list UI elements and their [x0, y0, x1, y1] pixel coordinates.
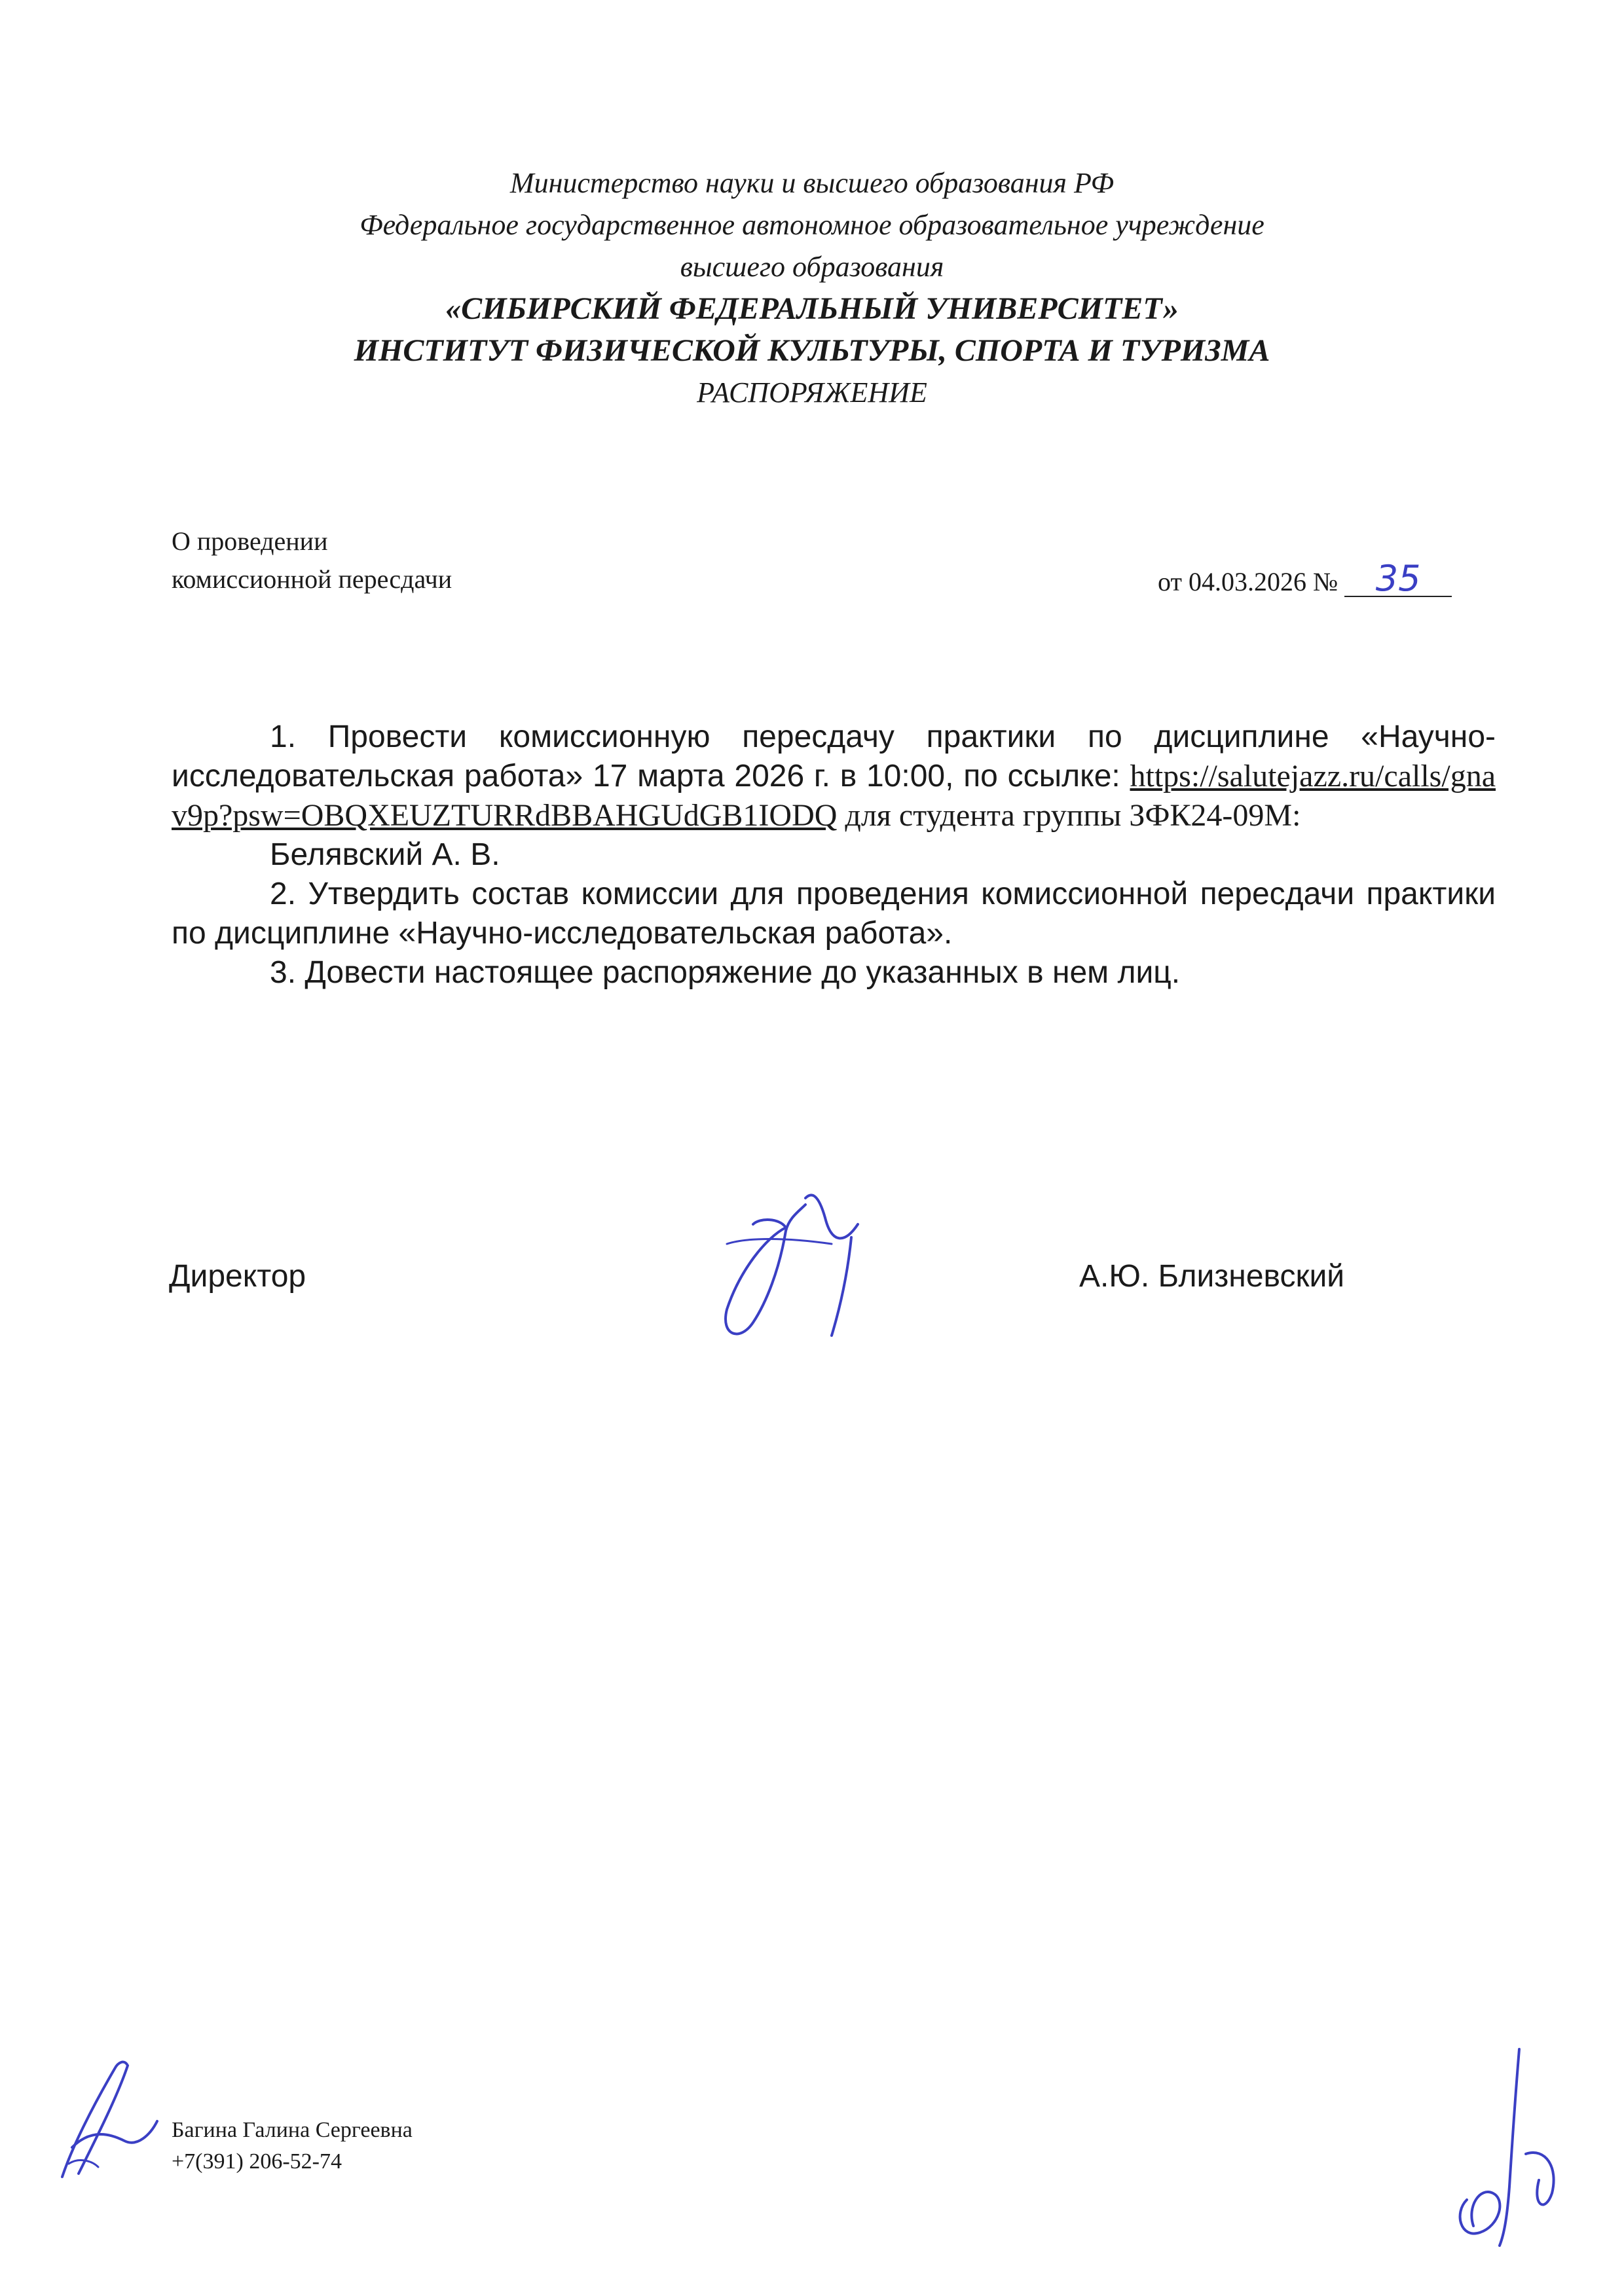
- executor-name: Багина Галина Сергеевна: [172, 2118, 413, 2142]
- order-items: [172, 718, 1496, 993]
- institution-type-line: Федеральное государственное автономное образовательное учреждение: [360, 209, 1264, 241]
- director-signature: [688, 1178, 884, 1368]
- student-name: Белявский А. В.: [270, 837, 500, 872]
- item-1-start: 1. Провести комиссионную пересдачу практики по дисциплине «Научно-исследовательская работа» 17 марта 2026 г. в 10:00, по ссылке:: [172, 720, 1496, 793]
- item-1-end: для студента группы ЗФК24-09М:: [837, 798, 1301, 833]
- document-subject: [172, 522, 452, 598]
- document-date: [1158, 558, 1452, 601]
- institute-name: ИНСТИТУТ ФИЗИЧЕСКОЙ КУЛЬТУРЫ, СПОРТА И ТУРИЗМА: [354, 333, 1270, 368]
- document-header: [0, 162, 1624, 414]
- subject-line-1: О проведении: [172, 526, 328, 556]
- meeting-link[interactable]: https://salutejazz.ru/calls/gnav9p?psw=OBQXEUZTURRdBBAHGUdGB1IODQ: [172, 759, 1496, 833]
- executor-signature: [52, 2049, 164, 2187]
- ministry-line: Министерство науки и высшего образования РФ: [509, 167, 1115, 199]
- date-prefix: от 04.03.2026 №: [1158, 567, 1338, 596]
- item-2: 2. Утвердить состав комиссии для проведения комиссионной пересдачи практики по дисциплине «Научно-исследовательская работа».: [172, 877, 1496, 951]
- institution-level-line: высшего образования: [680, 251, 944, 283]
- executor-phone: +7(391) 206-52-74: [172, 2149, 342, 2174]
- document-number: 35: [1344, 562, 1452, 597]
- document-type: РАСПОРЯЖЕНИЕ: [697, 376, 927, 409]
- approval-signature: [1428, 2036, 1591, 2252]
- director-name: А.Ю. Близневский: [1079, 1259, 1345, 1294]
- university-name: «СИБИРСКИЙ ФЕДЕРАЛЬНЫЙ УНИВЕРСИТЕТ»: [445, 291, 1179, 326]
- item-1: [172, 718, 1496, 835]
- subject-line-2: комиссионной пересдачи: [172, 564, 452, 594]
- executor-info: [172, 2115, 413, 2178]
- item-3: 3. Довести настоящее распоряжение до указанных в нем лиц.: [270, 955, 1181, 990]
- director-title: Директор: [169, 1259, 306, 1294]
